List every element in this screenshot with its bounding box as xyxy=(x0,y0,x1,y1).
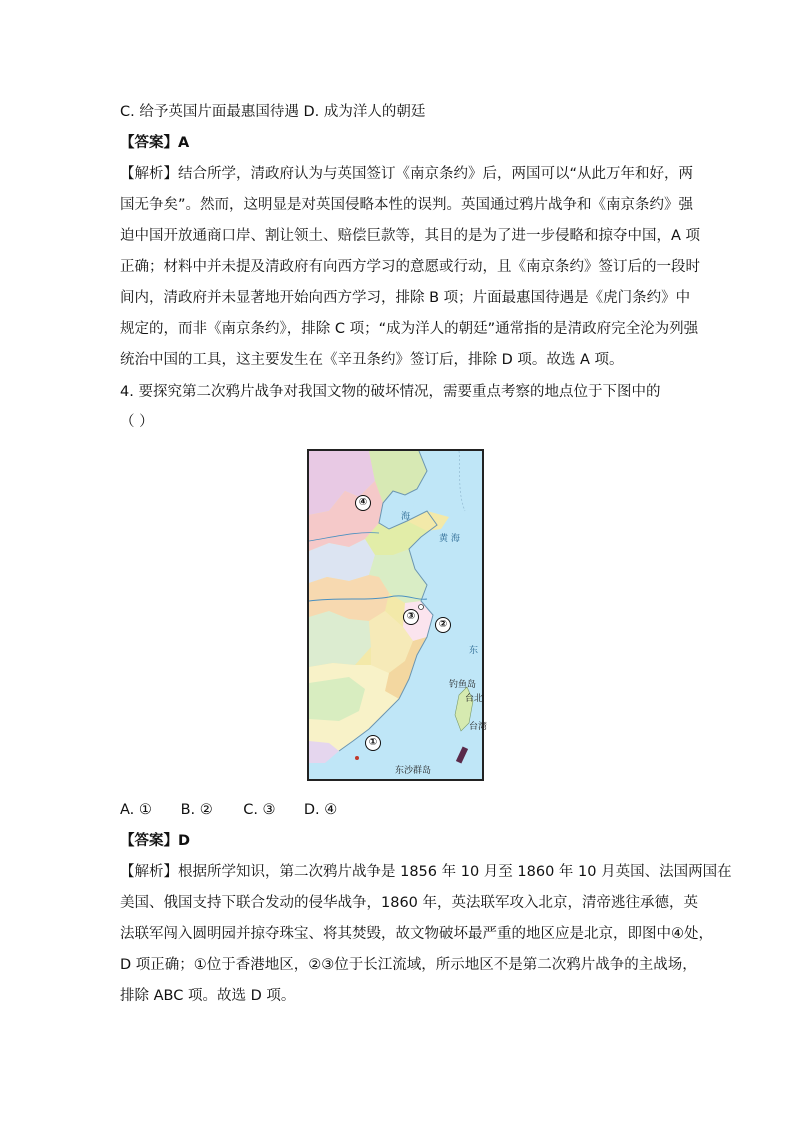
question-4-blank: （ ） xyxy=(120,414,154,430)
analysis2-line-1: 【解析】根据所学知识，第二次鸦片战争是 1856 年 10 月至 1860 年 10 月英国、法国两国在 xyxy=(120,864,732,880)
map-drawing xyxy=(309,451,482,779)
analysis-line-7: 统治中国的工具，这主要发生在《辛丑条约》签订后，排除 D 项。故选 A 项。 xyxy=(120,352,624,368)
option-cd-line: C. 给予英国片面最惠国待遇 D. 成为洋人的朝廷 xyxy=(120,104,426,120)
question-4: 4. 要探究第二次鸦片战争对我国文物的破坏情况，需要重点考察的地点位于下图中的 xyxy=(120,384,661,400)
marker-1: ① xyxy=(365,735,381,751)
option-a: A. ① xyxy=(120,802,152,818)
marker-3: ③ xyxy=(403,609,419,625)
option-d: D. ④ xyxy=(303,802,338,818)
option-b: B. ② xyxy=(180,802,213,818)
analysis-line-3: 迫中国开放通商口岸、割让领土、赔偿巨款等，其目的是为了进一步侵略和掠夺中国，A 项 xyxy=(120,228,701,244)
analysis2-line-4: D 项正确；①位于香港地区，②③位于长江流域，所示地区不是第二次鸦片战争的主战场， xyxy=(120,957,697,973)
analysis-line-2: 国无争矣”。然而，这明显是对英国侵略本性的误判。英国通过鸦片战争和《南京条约》强 xyxy=(120,197,694,213)
answer-label-3: 【答案】A xyxy=(120,135,190,151)
analysis-line-5: 间内，清政府并未显著地开始向西方学习，排除 B 项；片面最惠国待遇是《虎门条约》中 xyxy=(120,290,691,306)
analysis-line-6: 规定的，而非《南京条约》，排除 C 项；“成为洋人的朝廷”通常指的是清政府完全沦为列强 xyxy=(120,321,699,337)
label-taiwan: 台湾 xyxy=(469,722,488,732)
marker-4: ④ xyxy=(355,495,371,511)
analysis-line-4: 正确；材料中并未提及清政府有向西方学习的意愿或行动，且《南京条约》签订后的一段时 xyxy=(120,259,700,275)
option-c: C. ③ xyxy=(243,802,276,818)
label-diaoyu: 钓鱼岛 xyxy=(449,680,477,690)
china-east-map xyxy=(307,449,488,781)
label-huanghai: 黄 海 xyxy=(439,534,460,544)
label-dongsha: 东沙群岛 xyxy=(395,766,432,776)
analysis2-line-2: 美国、俄国支持下联合发动的侵华战争，1860 年，英法联军攻入北京，清帝逃往承德，英 xyxy=(120,895,699,911)
answer-label-4: 【答案】D xyxy=(120,833,191,849)
analysis2-line-5: 排除 ABC 项。故选 D 项。 xyxy=(120,988,296,1004)
analysis-line-1: 【解析】结合所学，清政府认为与英国签订《南京条约》后，两国可以“从此万年和好，两 xyxy=(120,166,694,182)
marker-2: ② xyxy=(435,617,451,633)
analysis2-line-3: 法联军闯入圆明园并掠夺珠宝、将其焚毁，故文物破坏最严重的地区应是北京，即图中④处， xyxy=(120,926,713,942)
label-dong: 东 xyxy=(469,646,479,656)
label-bohai: 海 xyxy=(401,512,411,522)
label-taibei: 台北 xyxy=(465,694,484,704)
question-4-options xyxy=(120,800,337,820)
